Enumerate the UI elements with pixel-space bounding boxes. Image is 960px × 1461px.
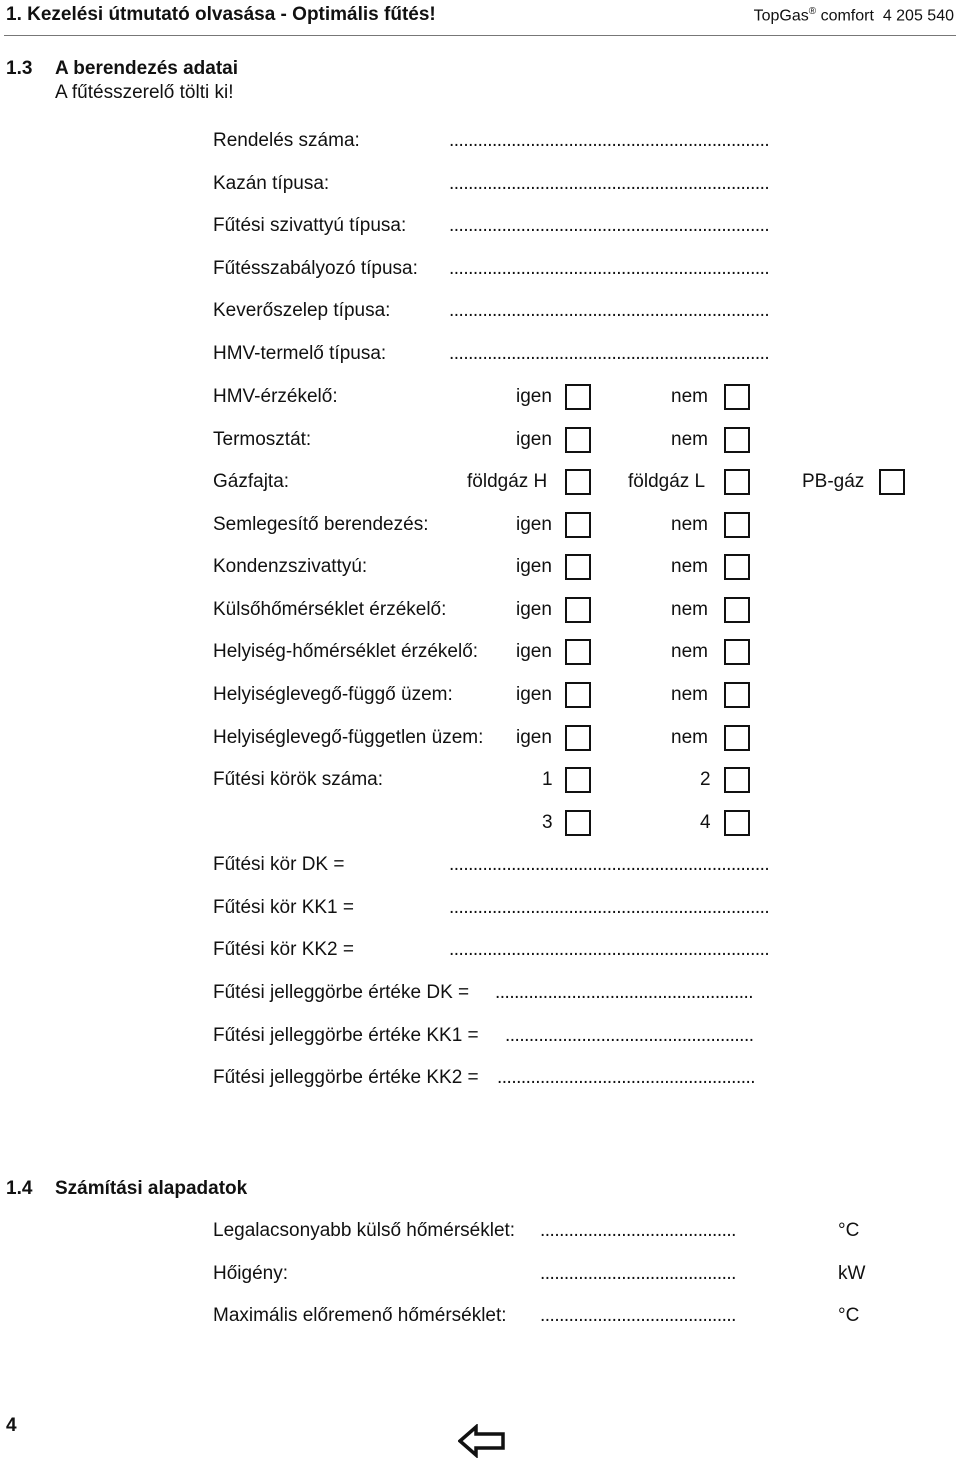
- doc-number: 4 205 540: [882, 7, 954, 25]
- field-label: Fűtési szivattyú típusa:: [213, 215, 407, 236]
- option-label: földgáz L: [628, 471, 706, 492]
- checkbox[interactable]: [565, 767, 591, 793]
- checkbox[interactable]: [724, 597, 750, 623]
- product-name: TopGas: [753, 7, 809, 25]
- section-1-3-title: A berendezés adatai: [55, 58, 239, 79]
- unit-label: °C: [838, 1220, 860, 1241]
- field-label: HMV-érzékelő:: [213, 386, 338, 407]
- option-label: nem: [671, 727, 708, 748]
- field-label: Maximális előremenő hőmérséklet:: [213, 1305, 507, 1326]
- fill-in-line[interactable]: ...................................................................: [449, 258, 770, 279]
- option-label: nem: [671, 599, 708, 620]
- field-label: Gázfajta:: [213, 471, 290, 492]
- registered-mark: ®: [808, 6, 817, 17]
- unit-label: °C: [838, 1305, 860, 1326]
- fill-in-line[interactable]: ...................................................................: [449, 130, 770, 151]
- checkbox[interactable]: [724, 639, 750, 665]
- field-label: Termosztát:: [213, 429, 312, 450]
- checkbox[interactable]: [565, 512, 591, 538]
- field-label: Kazán típusa:: [213, 173, 330, 194]
- checkbox[interactable]: [565, 427, 591, 453]
- checkbox[interactable]: [565, 597, 591, 623]
- checkbox[interactable]: [565, 554, 591, 580]
- option-label: földgáz H: [467, 471, 548, 492]
- checkbox[interactable]: [724, 810, 750, 836]
- option-label: 1: [542, 769, 553, 790]
- header-divider: [4, 35, 956, 36]
- option-label: igen: [516, 599, 552, 620]
- checkbox[interactable]: [724, 725, 750, 751]
- option-label: 4: [700, 812, 711, 833]
- checkbox[interactable]: [724, 682, 750, 708]
- field-label: Fűtési körök száma:: [213, 769, 383, 790]
- field-label: Helyiséglevegő-független üzem:: [213, 727, 484, 748]
- option-label: nem: [671, 556, 708, 577]
- field-label: Fűtésszabályozó típusa:: [213, 258, 418, 279]
- fill-in-line[interactable]: ...................................................................: [449, 854, 770, 875]
- field-label: Külsőhőmérséklet érzékelő:: [213, 599, 447, 620]
- checkbox[interactable]: [565, 810, 591, 836]
- option-label: igen: [516, 429, 552, 450]
- checkbox[interactable]: [565, 469, 591, 495]
- option-label: nem: [671, 429, 708, 450]
- option-label: PB-gáz: [802, 471, 865, 492]
- checkbox[interactable]: [565, 682, 591, 708]
- field-label: Semlegesítő berendezés:: [213, 514, 429, 535]
- fill-in-line[interactable]: ......................................................: [497, 1067, 756, 1088]
- unit-label: kW: [838, 1263, 866, 1284]
- fill-in-line[interactable]: .........................................: [540, 1305, 736, 1326]
- option-label: igen: [516, 641, 552, 662]
- section-1-4-number: 1.4: [6, 1178, 33, 1199]
- page-title: 1. Kezelési útmutató olvasása - Optimális fűtés!: [6, 4, 436, 25]
- option-label: igen: [516, 386, 552, 407]
- checkbox[interactable]: [879, 469, 905, 495]
- field-label: Hőigény:: [213, 1263, 288, 1284]
- field-label: Helyiséglevegő-függő üzem:: [213, 684, 453, 705]
- field-label: Fűtési kör DK =: [213, 854, 345, 875]
- field-label: Fűtési jelleggörbe értéke KK1 =: [213, 1025, 479, 1046]
- option-label: nem: [671, 684, 708, 705]
- checkbox[interactable]: [565, 639, 591, 665]
- field-label: Keverőszelep típusa:: [213, 300, 391, 321]
- checkbox[interactable]: [565, 725, 591, 751]
- fill-in-line[interactable]: ...................................................................: [449, 343, 770, 364]
- option-label: nem: [671, 641, 708, 662]
- field-label: Fűtési jelleggörbe értéke KK2 =: [213, 1067, 479, 1088]
- checkbox[interactable]: [724, 767, 750, 793]
- checkbox[interactable]: [724, 384, 750, 410]
- fill-in-line[interactable]: ...................................................................: [449, 173, 770, 194]
- option-label: 3: [542, 812, 553, 833]
- checkbox[interactable]: [565, 384, 591, 410]
- field-label: Kondenzszivattyú:: [213, 556, 368, 577]
- section-1-3-number: 1.3: [6, 58, 33, 79]
- option-label: igen: [516, 514, 552, 535]
- fill-in-line[interactable]: ...................................................................: [449, 939, 770, 960]
- field-label: Legalacsonyabb külső hőmérséklet:: [213, 1220, 516, 1241]
- field-label: HMV-termelő típusa:: [213, 343, 387, 364]
- option-label: nem: [671, 514, 708, 535]
- field-label: Helyiség-hőmérséklet érzékelő:: [213, 641, 479, 662]
- fill-in-line[interactable]: ...................................................................: [449, 897, 770, 918]
- fill-in-line[interactable]: ...................................................................: [449, 300, 770, 321]
- checkbox[interactable]: [724, 427, 750, 453]
- field-label: Fűtési kör KK1 =: [213, 897, 354, 918]
- fill-in-line[interactable]: ......................................................: [495, 982, 754, 1003]
- field-label: Rendelés száma:: [213, 130, 360, 151]
- fill-in-line[interactable]: .........................................: [540, 1263, 736, 1284]
- option-label: igen: [516, 684, 552, 705]
- page-number: 4: [6, 1415, 17, 1436]
- fill-in-line[interactable]: .........................................: [540, 1220, 736, 1241]
- section-1-3-subtitle: A fűtésszerelő tölti ki!: [55, 82, 234, 103]
- option-label: igen: [516, 727, 552, 748]
- checkbox[interactable]: [724, 469, 750, 495]
- option-label: 2: [700, 769, 711, 790]
- field-label: Fűtési jelleggörbe értéke DK =: [213, 982, 470, 1003]
- checkbox[interactable]: [724, 512, 750, 538]
- fill-in-line[interactable]: ....................................................: [505, 1025, 754, 1046]
- section-1-4-title: Számítási alapadatok: [55, 1178, 248, 1199]
- back-arrow-icon[interactable]: [458, 1424, 506, 1458]
- fill-in-line[interactable]: ...................................................................: [449, 215, 770, 236]
- field-label: Fűtési kör KK2 =: [213, 939, 354, 960]
- product-info: [754, 6, 954, 25]
- checkbox[interactable]: [724, 554, 750, 580]
- product-suffix: comfort: [820, 7, 874, 25]
- option-label: igen: [516, 556, 552, 577]
- option-label: nem: [671, 386, 708, 407]
